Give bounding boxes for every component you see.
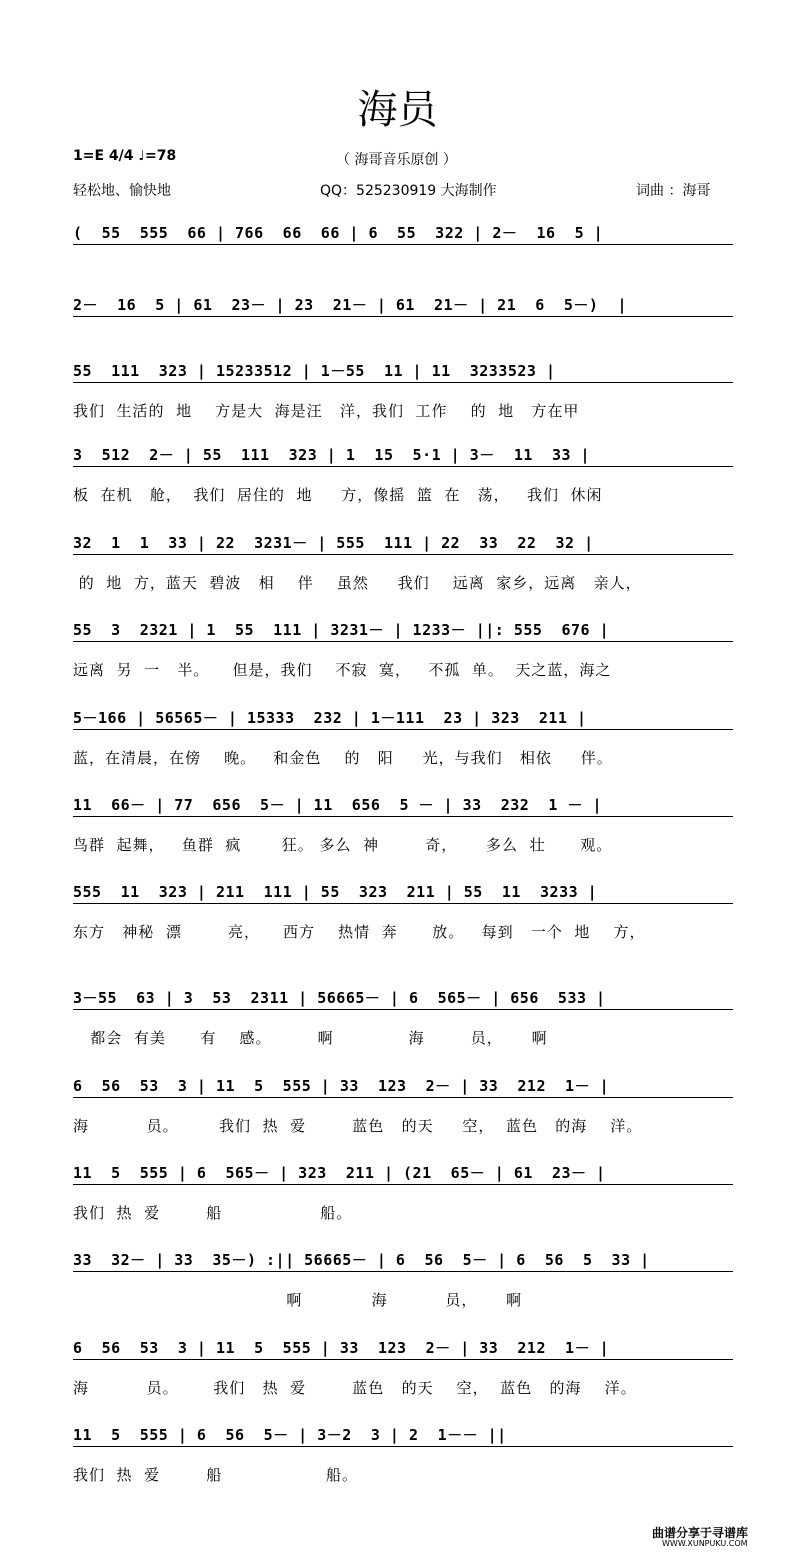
watermark-url: WWW.XUNPUKU.COM — [662, 1539, 748, 1548]
notation-text: 5－166 | 56565－ | 15333 232 | 1－111 23 | 323 211 | — [73, 709, 587, 727]
beam-underline — [73, 1184, 733, 1185]
notation-text: 6 56 53 3 | 11 5 555 | 33 123 2－ | 33 212 1－ | — [73, 1339, 610, 1357]
page-title: 海员 — [357, 87, 438, 133]
notation-text: 11 5 555 | 6 565－ | 323 211 | (21 65－ | 61 23－ | — [73, 1164, 606, 1182]
notation-line — [73, 1158, 733, 1188]
qq-credit: QQ：525230919 大海制作 — [320, 183, 497, 199]
lyrics-line: 海 员。 我们 热 爱 蓝色 的天 空， 蓝色 的海 洋。 — [73, 1379, 637, 1397]
notation-text: 2－ 16 5 | 61 23－ | 23 21－ | 61 21－ | 21 6 5－) | — [73, 296, 628, 314]
notation-line — [73, 218, 733, 248]
lyrics-line: 都会 有美 有 感。 啊 海 员， 啊 — [73, 1029, 548, 1047]
lyrics-line: 我们 生活的 地 方是大 海是汪 洋，我们 工作 的 地 方在甲 — [73, 402, 580, 420]
lyrics-line: 鸟群 起舞， 鱼群 疯 狂。 多么 神 奇， 多么 壮 观。 — [73, 836, 613, 854]
beam-underline — [73, 816, 733, 817]
notation-text: 3 512 2－ | 55 111 323 | 1 15 5·1 | 3－ 11 33 | — [73, 446, 591, 464]
lyrics-line: 啊 海 员， 啊 — [73, 1291, 523, 1309]
notation-line — [73, 1420, 733, 1450]
notation-text: 33 32－ | 33 35－) :|| 56665－ | 6 56 5－ | 6 56 5 33 | — [73, 1251, 650, 1269]
author-credit: 词曲 ：海哥 — [636, 183, 711, 199]
watermark-text: 曲谱分享于寻谱库 — [652, 1526, 749, 1540]
notation-line — [73, 703, 733, 733]
notation-text: ( 55 555 66 | 766 66 66 | 6 55 322 | 2－ 16 5 | — [73, 224, 604, 242]
notation-text: 55 111 323 | 15233512 | 1－55 11 | 11 3233523 | — [73, 362, 556, 380]
notation-line — [73, 1333, 733, 1363]
beam-underline — [73, 641, 733, 642]
notation-text: 555 11 323 | 211 111 | 55 323 211 | 55 11 3233 | — [73, 883, 598, 901]
notation-line — [73, 290, 733, 320]
notation-line — [73, 877, 733, 907]
beam-underline — [73, 1271, 733, 1272]
notation-text: 6 56 53 3 | 11 5 555 | 33 123 2－ | 33 212 1－ | — [73, 1077, 610, 1095]
lyrics-line: 我们 热 爱 船 船。 — [73, 1204, 353, 1222]
notation-line — [73, 615, 733, 645]
notation-text: 11 66－ | 77 656 5－ | 11 656 5 － | 33 232 1 － | — [73, 796, 603, 814]
notation-line — [73, 528, 733, 558]
notation-text: 3－55 63 | 3 53 2311 | 56665－ | 6 565－ | 656 533 | — [73, 989, 606, 1007]
notation-text: 55 3 2321 | 1 55 111 | 3231－ | 1233－ ||: 555 676 | — [73, 621, 610, 639]
notation-line — [73, 440, 733, 470]
beam-underline — [73, 1446, 733, 1447]
lyrics-line — [73, 262, 743, 286]
lyrics-line — [73, 334, 743, 358]
beam-underline — [73, 903, 733, 904]
beam-underline — [73, 316, 733, 317]
beam-underline — [73, 1097, 733, 1098]
notation-line — [73, 983, 733, 1013]
beam-underline — [73, 382, 733, 383]
lyrics-line: 远离 另 一 半。 但是，我们 不寂 寞， 不孤 单。 天之蓝，海之 — [73, 661, 612, 679]
beam-underline — [73, 1009, 733, 1010]
lyrics-line: 板 在机 舱， 我们 居住的 地 方，像摇 篮 在 荡， 我们 休闲 — [73, 486, 603, 504]
beam-underline — [73, 729, 733, 730]
beam-underline — [73, 244, 733, 245]
beam-underline — [73, 1359, 733, 1360]
lyrics-line: 东方 神秘 漂 亮， 西方 热情 奔 放。 每到 一个 地 方， — [73, 923, 646, 941]
notation-text: 32 1 1 33 | 22 3231－ | 555 111 | 22 33 22 32 | — [73, 534, 594, 552]
key-signature: 1=E 4/4 ♩=78 — [73, 148, 177, 164]
notation-text: 11 5 555 | 6 56 5－ | 3－2 3 | 2 1－－ || — [73, 1426, 507, 1444]
lyrics-line: 的 地 方，蓝天 碧波 相 伴 虽然 我们 远离 家乡，远离 亲人， — [73, 574, 642, 592]
lyrics-line: 蓝，在清晨，在傍 晚。 和金色 的 阳 光，与我们 相依 伴。 — [73, 749, 613, 767]
lyrics-line: 海 员。 我们 热 爱 蓝色 的天 空， 蓝色 的海 洋。 — [73, 1117, 643, 1135]
notation-line — [73, 790, 733, 820]
origin-note: （ 海哥音乐原创 ） — [336, 152, 457, 168]
beam-underline — [73, 466, 733, 467]
tempo-marking: 轻松地、愉快地 — [73, 183, 171, 199]
notation-line — [73, 1071, 733, 1101]
notation-line — [73, 1245, 733, 1275]
lyrics-line: 我们 热 爱 船 船。 — [73, 1466, 359, 1484]
beam-underline — [73, 554, 733, 555]
notation-line — [73, 356, 733, 386]
